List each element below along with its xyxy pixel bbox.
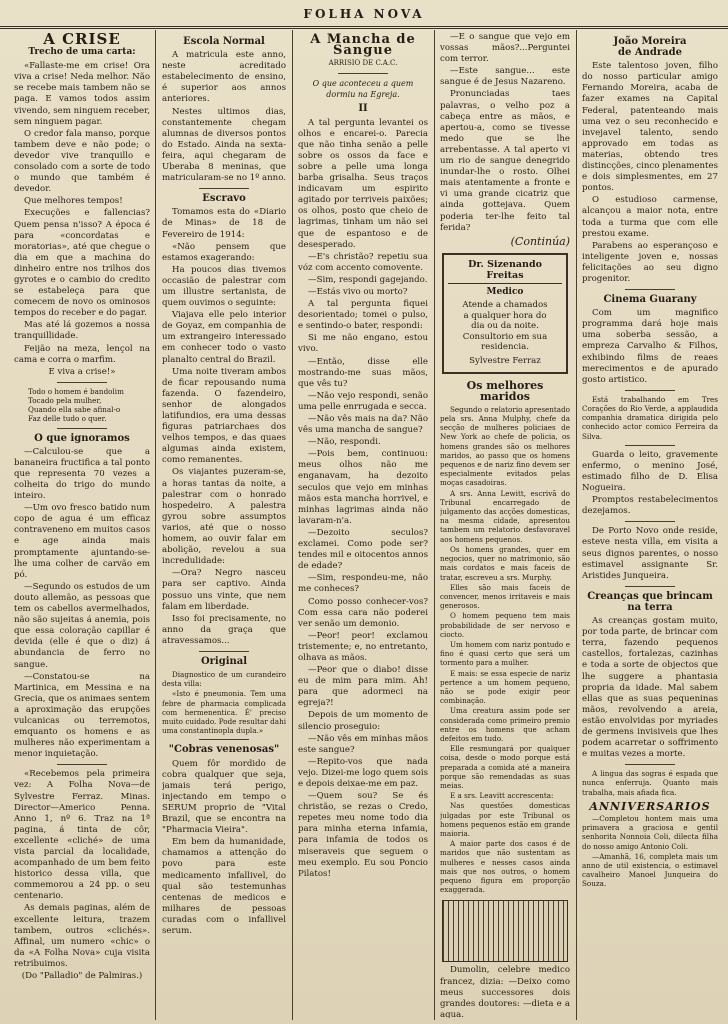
mancha-author: ARRISIO DE C.A.C.: [328, 59, 398, 68]
mancha-paragraph: —Peor! peor! exclamou tristemente; e, no entretanto, olhava as mãos.: [298, 630, 428, 663]
escravo-paragraph: —Ora? Negro nasceu para ser captivo. Ainda possuo uns vinte, que nem falam em liberdade.: [162, 568, 286, 612]
separator: [199, 739, 249, 740]
escravo-paragraph: Tomamos esta do «Diario de Minas» de 18 de Fevereiro de 1914:: [162, 207, 286, 240]
original-headline: Original: [200, 655, 248, 667]
mancha-paragraph: —Sim, respondeu-me, não me conheces?: [298, 573, 428, 595]
separator: [625, 390, 675, 391]
dumolin-paragraph: Dumolin, celebre medico francez, dizia: —Deixo como meus successores dois grandes doutores: —dieta e a agua.: [440, 965, 570, 1018]
verse-line: Todo o homem é bandolim: [28, 386, 124, 396]
verse-line: Quando ella sabe afinal-o: [28, 405, 121, 415]
ignoramos-headline: O que ignoramos: [34, 432, 130, 444]
cinema-headline: Cinema Guarany: [603, 294, 697, 306]
maridos-paragraph: O homem pequeno tem mais probabilidade de ser nervoso e ciocto.: [440, 611, 570, 639]
maridos-paragraph: Segundo o relatorio apresentado pela srs. Anna Mulphy, chefe da secção de mulheres policiaes de New York ao chefe de policia, os homens grandes são os melhores maridos, ao passo que os homens pequenos e de nariz fino devem ser especialmente evitados pelas moças casadoiras.: [440, 404, 570, 488]
maridos-article: [440, 405, 570, 895]
escravo-paragraph: Viajava elle pelo interior de Goyaz, em companhia de um extrangeiro interessado em conhecer todo o vasto planalto central do Brazil.: [162, 310, 286, 365]
mancha-paragraph: —E's christão? repetiu sua vóz com accento comovente.: [298, 251, 428, 273]
ad-line: residencia.: [481, 342, 529, 353]
cobras-paragraph: Quem fôr mordido de cobra qualquer que seja, jamais terá perigo, injectando em tempo o SERUM proprio de "Vital Brazil, que se encontra na "Pharmacia Vieira".: [162, 758, 286, 836]
column-2: [162, 32, 286, 1018]
moreira-headline: João Moreira: [613, 36, 687, 47]
separator: [625, 289, 675, 290]
ad-doctor-name: Dr. Sizenando Freitas: [448, 259, 562, 284]
mancha-paragraph: —Dezoito seculos? exclamei. Como pode ser? tendes mil e oitocentos annos de edade?: [298, 527, 428, 572]
aniversarios-headline: ANNIVERSARIOS: [589, 799, 711, 813]
ignoramos-paragraph: —Um ovo fresco batido num copo de agua é um efficaz contraveneno em muitos casos e age ainda mais promptamente ajuntando-se-lhe uma colher de carvão em pó.: [14, 503, 150, 580]
verse-block: [14, 387, 150, 424]
recebemos-paragraph: «Recebemos pela primeira vez: A Folha Nova—de Sylvestre Ferraz. Minas. Director—Americo Penna. Anno 1, nº 6. Traz na 1ª pagina, á tinta de côr, excellente «cliché» de uma vista parcial da localidade, acompanhado de um bem feito historico dessa villa, que commemorou a 24 pp. o seu centenario.: [14, 769, 150, 902]
escola-paragraph: Nestes ultimos dias, constantemente chegam alumnas de diversos pontos do Estado. Ainda na sexta-feira, aqui chegaram de Uberaba 8 meninas, que matricularam-se no 1º anno.: [162, 106, 286, 184]
crise-paragraph: E viva a crise!»: [48, 366, 116, 377]
escravo-paragraph: Os viajantes puzeram-se, a horas tantas da noite, a palestrar com o honrado hospedeiro. A palestra gyrou sobre assumptos varios, até que o nosso homem, ao ouvir falar em abolição, revelou a sua incredulidade:: [162, 467, 286, 567]
maridos-paragraph: Elles são mais faceis de convencer, menos irritaveis e mais generosos.: [440, 582, 570, 611]
doctor-advertisement: [442, 253, 568, 374]
crise-headline: A CRISE: [43, 32, 121, 48]
maridos-paragraph: E a srs. Leavitt accrescenta:: [450, 791, 554, 801]
cinema-paragraph: Com um magnifico programma dará hoje mais uma soberba sessão, a empreza Carvalho & Filhos, exhibindo films de reaes merecimentos e de apurado gosto artistico.: [582, 308, 718, 385]
aniversario-paragraph: —Completou hontem mais uma primavera a graciosa e gentil senhorita Nonnoia Coli, dilecta filha do nosso amigo Antonio Coli.: [582, 813, 718, 851]
recebemos-source: (Do "Palladio" de Palmiras.): [21, 971, 143, 982]
ad-line: a qualquer hora do: [463, 310, 547, 321]
crise-paragraph: «Fallaste-me em crise! Ora viva a crise! Neda melhor. Não se recebe mais tambem não se paga. E vamos todos assim vivendo, sem ninguem receber, sem ninguem pagar.: [14, 61, 150, 127]
cobras-headline: "Cobras venenosas": [168, 744, 280, 756]
column-3: [298, 32, 428, 1018]
mancha-paragraph: A tal pergunta fiquei desorientado; tomei o pulso, e sentindo-o bater, respondi:: [298, 299, 428, 332]
maridos-paragraph: A srs. Anna Lewitt, escrivã do Tribunal encarregado de julgamento das acções domesticas, na mesma cidade, apresentou tambem um relatorio desfavoravel aos homens pequenos.: [440, 488, 570, 544]
crise-paragraph: O credor fala manso, porque tambem deve e não pode; o devedor vive tranquillo e consolado com a sorte de todo o mundo que também é devedor.: [14, 128, 150, 195]
crise-paragraph: Feijão na meza, lençol na cama e corra o marfim.: [14, 343, 150, 365]
ad-line: dia ou da noite.: [471, 321, 539, 332]
visita-paragraph: De Porto Novo onde reside, esteve nesta villa, em visita a seus dignos parentes, o nosso estimavel assignante Sr. Aristides Junqueira.: [582, 526, 718, 581]
escola-headline: Escola Normal: [183, 36, 265, 47]
escravo-headline: Escravo: [202, 193, 246, 205]
chapter-number: II: [358, 103, 368, 115]
mancha-paragraph: —Pois bem, continuou: meus olhos não me enganavam, ha dezoito seculos que vejo em minhas mãos esta mancha horrivel, e minhas lagrimas ainda não lavaram-n'a.: [298, 449, 428, 526]
maridos-paragraph: Nas questões domesticas julgadas por este Tribunal os homens pequenos estão em grande maioria.: [440, 801, 570, 838]
enfermo-paragraph: Guarda o leito, gravemente enfermo, o menino José, estimado filho de D. Elisa Nogueira.: [582, 449, 718, 494]
mancha-paragraph: Como posso conhecer-vos? Com essa cara não poderei ver senão um demonio.: [298, 596, 428, 629]
companhia-paragraph: Está trabalhando em Tres Corações do Rio Verde, a applaudida companhia dramatica dirigida pelo conhecido actor comico Ferreira da Silva.: [582, 394, 718, 441]
mancha-paragraph: —Então, disse elle mostrando-me suas mãos, que vês tu?: [298, 356, 428, 389]
column-rule: [292, 30, 293, 1020]
verse-line: Tocado pela mulher,: [28, 396, 102, 406]
crise-paragraph: Mas até lá gozemos a nossa tranquillidade.: [14, 320, 150, 342]
moreira-paragraph: O estudioso carmense, alcançou a maior nota, entre toda a turma que com elle prestou exame.: [582, 195, 718, 239]
column-rule: [434, 30, 435, 1020]
maridos-paragraph: Uma creatura assim pode ser considerada como primeiro premio entre os homens que acham defeitos em tudo.: [440, 706, 570, 743]
original-paragraph: «Isto é pneumonia. Tem uma febre de pharmacia complicada com hermenentica. É' preciso muito cuidado. Pode resultar dahi uma constantinopla dupla.»: [162, 689, 286, 736]
continua-label: (Continúa): [510, 234, 570, 248]
advertisement-image: [442, 900, 568, 962]
column-4: [440, 32, 570, 1018]
escola-paragraph: A matricula este anno, neste acreditado estabelecimento de ensino, é superior aos annos anteriores.: [162, 50, 286, 105]
masthead-title: FOLHA NOVA: [303, 7, 425, 21]
mancha-paragraph: —Sim, respondi gagejando.: [308, 274, 428, 285]
separator: [57, 764, 107, 765]
ad-town: Sylvestre Ferraz: [469, 355, 541, 366]
crise-subtitle: Trecho de uma carta:: [28, 47, 136, 58]
separator: [57, 382, 107, 383]
moreira-headline-line2: de Andrade: [618, 47, 682, 59]
enfermo-paragraph: Promptos restabelecimentos dezejamos.: [582, 495, 718, 517]
separator: [199, 188, 249, 189]
mancha-paragraph: —Estás vivo ou morto?: [308, 286, 408, 297]
column-rule: [155, 30, 156, 1020]
maridos-paragraph: E mais: se essa especie de nariz pertence a um homem pequeno, não se pode exigir peor combinação.: [440, 668, 570, 706]
mancha-paragraph: —Peor que o diabo! disse eu de mim para mim. Ah! para que adormeci na egreja?!: [298, 665, 428, 709]
mancha-paragraph: A tal pergunta levantei os olhos e encarei-o. Parecia que não tinha senão a pelle sobre os ossos da face e sobre a pelle uma longa barba grisalha. Seus traços indicavam um espirito agitado por terriveis paixões; os olhos, posto que cheio de lagrimas, tinham um não sei que de espantoso e de desesperado.: [298, 117, 428, 250]
mancha-paragraph: Si me não engano, estou vivo.: [298, 333, 428, 355]
maridos-headline: Os melhores maridos: [466, 378, 544, 403]
mancha-continued-paragraph: —E o sangue que vejo em vossas mãos?...Perguntei com terror.: [440, 32, 570, 65]
escravo-paragraph: Ha poucos dias tivemos occasião de palestrar com um illustre sertanista, de quem ouvimos o seguinte:: [162, 264, 286, 309]
column-rule: [576, 30, 577, 1020]
mancha-continued-paragraph: Pronunciadas taes palavras, o velho poz a cabeça entre as mãos, e apertou-a, como se tivesse medo que se lhe arrebentasse. A tal aperto vi um rio de sangue denegrido inundar-lhe o rosto. Olhei mais atentamente a fronte e vi uma grande cicatriz que ainda gottejava. Quem poderia ter-lhe feito tal ferida?: [440, 89, 570, 233]
separator: [338, 73, 388, 74]
mancha-dedication: O que aconteceu a quem dormiu na Egreja.: [312, 79, 414, 100]
column-1: [14, 32, 150, 1018]
mancha-headline: A Mancha de Sangue: [310, 32, 416, 59]
separator: [625, 521, 675, 522]
aniversario-paragraph: —Amanhã, 16, completa mais um anno de util existencia, o estimavel cavalheiro Manoel Junqueira do Souza.: [582, 851, 718, 889]
separator: [625, 586, 675, 587]
recebemos-paragraph: As demais paginas, além de excellente leitura, trazem tambem, outros «clichés». Affinal, um numero «chic» o da «A Folha Nova» cuja visita retribuimos.: [14, 903, 150, 969]
masthead: [0, 4, 728, 29]
column-5: [582, 32, 718, 1018]
moreira-paragraph: Parabens ao esperançoso e inteligente joven e, nossas felicitações ao seu digno progenitor.: [582, 240, 718, 284]
maridos-paragraph: Um homem com nariz pontudo e fino é quasi certo que será um tormento para a mulher.: [440, 639, 570, 668]
ad-line: Consultorio em sua: [462, 331, 548, 342]
mancha-paragraph: —Não vejo respondi, senão uma pelle enrrugada e secca.: [298, 390, 428, 412]
mancha-paragraph: —Quem sou? Se és christão, se rezas o Credo, repetes meu nome todo dia para minha eterna infamia, para infamia de todos os miseraveis que seguem o meu exemplo. Eu sou Poncio Pilatos!: [298, 791, 428, 879]
separator: [199, 651, 249, 652]
crise-paragraph: Que melhores tempos!: [24, 196, 123, 207]
escravo-paragraph: «Não pensem que estamos exagerando:: [162, 241, 286, 263]
original-paragraph: Diagnostico de um curandeiro desta villa:: [162, 670, 286, 689]
ignoramos-paragraph: —Segundo os estudos de um douto allemão, as pessoas que tem os cabellos avermelhados, não são sujeitas á anemia, pois que essa coloração capillar é devida (elle é que o diz) á abundancia de ferro no sangue.: [14, 581, 150, 670]
mancha-continued-paragraph: —Este sangue... este sangue é de Jesus Nazareno.: [440, 66, 570, 88]
ignoramos-paragraph: —Calculou-se que a bananeira fructifica a tal ponto que representa 70 vezes a colheita do trigo do mundo inteiro.: [14, 446, 150, 502]
maridos-paragraph: A maior parte dos casos é de maridos que não sustentam as mulheres e nesses casos ainda mais que nos outros, o homem pequeno figura em proporção exaggerada.: [440, 839, 570, 895]
cobras-paragraph: Em bem da humanidade, chamamos a attenção do povo para este medicamento infallivel, do qual são testemunhas centenas de medicos e milhares de pessoas curadas com o infallivel serum.: [162, 837, 286, 936]
creancas-paragraph: As creanças gostam muito, por toda parte, de brincar com terra, fazendo pequenos castellos, fortalezas, cazinhas e toda a sorte de objectos que lhe suggere a phantasia propria da idade. Mal sabem ellas que as suas pequeninas mãos, revolvendo a areia, estão envolvidas por myriades de germens invisiveis que lhes podem acarretar o soffrimento e muitas vezes a morte.: [582, 616, 718, 760]
separator: [57, 428, 107, 429]
separator: [625, 445, 675, 446]
creancas-headline: Creanças que brincam na terra: [587, 590, 713, 613]
maridos-paragraph: Elle resmungará por qualquer coisa, desde o modo porque está preparada a comida até a maneira porque são remendadas as suas meias.: [440, 744, 570, 790]
escravo-paragraph: Uma noite tiveram ambos de ficar repousando numa fazenda. O fazendeiro, senhor de alongados latifundios, era uma dessas figuras patriarchaes dos velhos tempos, e das quaes algumas ainda existem, como remanentes.: [162, 366, 286, 466]
crise-paragraph: Execuções e fallencias? Quem pensa n'isso? A época é para «concordatas e moratorias», até que chegue o dia em que a machina do dinheiro entre nos trilhos dos gyrotes e o cambio do credito se estabeleça para que comecem de novo os ominosos tempos do receber e do pagar.: [14, 208, 150, 319]
moreira-paragraph: Este talentoso joven, filho do nosso particular amigo Fernando Moreira, acaba de fazer exames na Capital Federal, patenteando mais uma vez o seu reconhecido e invejavel talento, sendo approvado em todas as materias, obtendo tres distincções, cinco plenamentes e dois simplesmentes, em 27 pontos.: [582, 61, 718, 194]
maridos-paragraph: Os homens grandes, quer em negocios, quer no matrimonio, são mais cordatos e mais faceis de tratar, escreveu a srs. Murphy.: [440, 544, 570, 582]
sogras-paragraph: A lingua das sogras é espada que nunca enferruja. Quanto mais trabalha, mais afiada fica.: [582, 769, 718, 797]
mancha-paragraph: —Não vês em minhas mãos este sangue?: [298, 733, 428, 755]
mancha-paragraph: —Não vês mais na da? Não vês uma mancha de sangue?: [298, 414, 428, 436]
mancha-paragraph: —Repito-vos que nada vejo. Dizei-me logo quem sois e depois deixae-me em paz.: [298, 756, 428, 789]
separator: [625, 764, 675, 765]
ad-line: Atende a chamados: [462, 300, 548, 311]
mancha-paragraph: Depois de um momento de silencio proseguio:: [298, 710, 428, 732]
escravo-paragraph: Isso foi precisamente, no anno da graça que atravessamos...: [162, 613, 286, 646]
ignoramos-paragraph: —Constatou-se na Martinica, em Messina e na Grecia, que os animaes sentem a aproximação das erupções vulcanicas ou terremotos, emquanto os homens e as mulheres não experimentam a menor inquietação.: [14, 671, 150, 760]
ad-doctor-title: Medico: [486, 286, 524, 297]
verse-line: Faz delle tudo o quer.: [28, 414, 107, 424]
mancha-paragraph: —Não, respondi.: [308, 437, 381, 448]
